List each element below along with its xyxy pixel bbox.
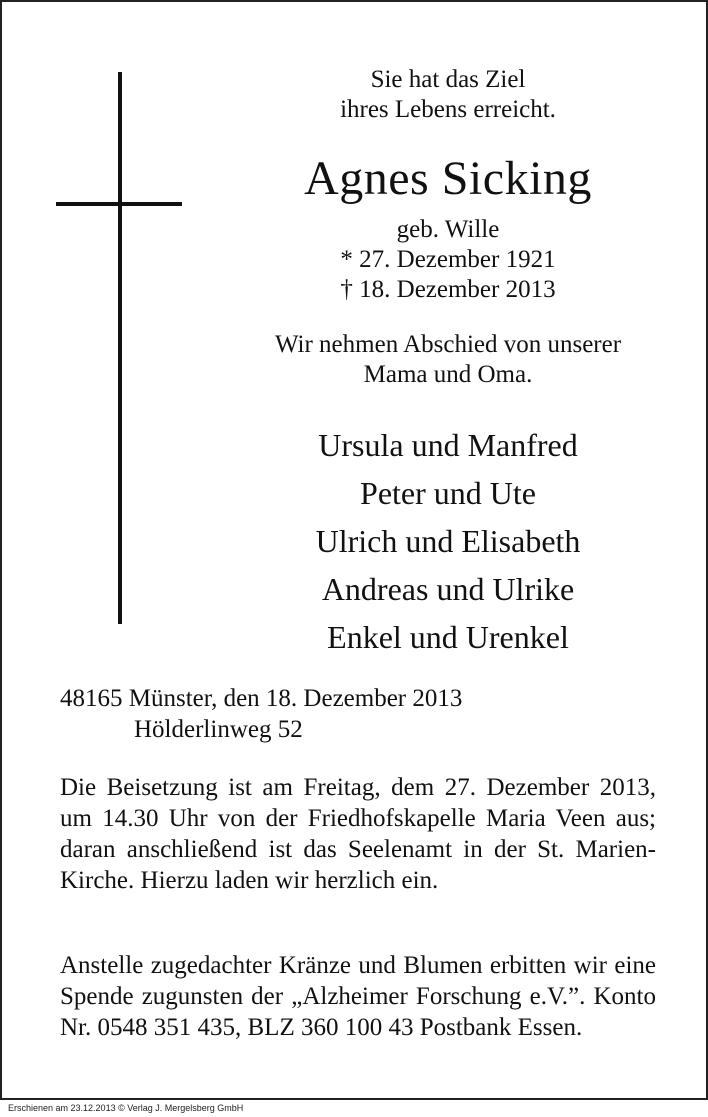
family-member: Enkel und Urenkel <box>327 619 569 655</box>
family-member: Andreas und Ulrike <box>321 571 575 607</box>
birth-date: * 27. Dezember 1921 <box>340 246 556 273</box>
motto-line-2: ihres Lebens erreicht. <box>340 96 556 123</box>
donation-request: Anstelle zugedachter Kränze und Blumen erbitten wir eine Spende zugunsten der „Alzheimer Forschung e.V.”. Konto Nr. 0548 351 435, BLZ 360 100 43 Postbank Essen. <box>60 952 656 1041</box>
cross-icon-horizontal-bar <box>56 202 182 206</box>
cross-icon-vertical-bar <box>118 72 122 624</box>
family-list <box>192 421 704 661</box>
street-address: Hölderlinweg 52 <box>134 716 303 743</box>
death-date: † 18. Dezember 2013 <box>340 276 556 303</box>
family-member: Peter und Ute <box>360 475 536 511</box>
address-block <box>60 683 462 745</box>
deceased-vitals <box>192 215 704 305</box>
farewell-text <box>192 330 704 390</box>
motto <box>192 65 704 125</box>
deceased-name: Agnes Sicking <box>304 152 592 205</box>
family-member: Ulrich und Elisabeth <box>315 523 581 559</box>
birth-name: geb. Wille <box>396 216 500 243</box>
farewell-line-1: Wir nehmen Abschied von unserer <box>274 331 622 358</box>
motto-line-1: Sie hat das Ziel <box>370 66 526 93</box>
farewell-line-2: Mama und Oma. <box>363 361 533 388</box>
publication-footer: Erschienen am 23.12.2013 © Verlag J. Mergelsberg GmbH <box>8 1103 244 1113</box>
family-member: Ursula und Manfred <box>318 427 578 463</box>
funeral-details: Die Beisetzung ist am Freitag, dem 27. Dezember 2013, um 14.30 Uhr von der Friedhofskapelle Maria Veen aus; daran anschließend ist das Seelenamt in der St. Marien-Kirche. Hierzu laden wir herzlich ein. <box>60 774 656 894</box>
place-and-date: 48165 Münster, den 18. Dezember 2013 <box>60 685 463 712</box>
